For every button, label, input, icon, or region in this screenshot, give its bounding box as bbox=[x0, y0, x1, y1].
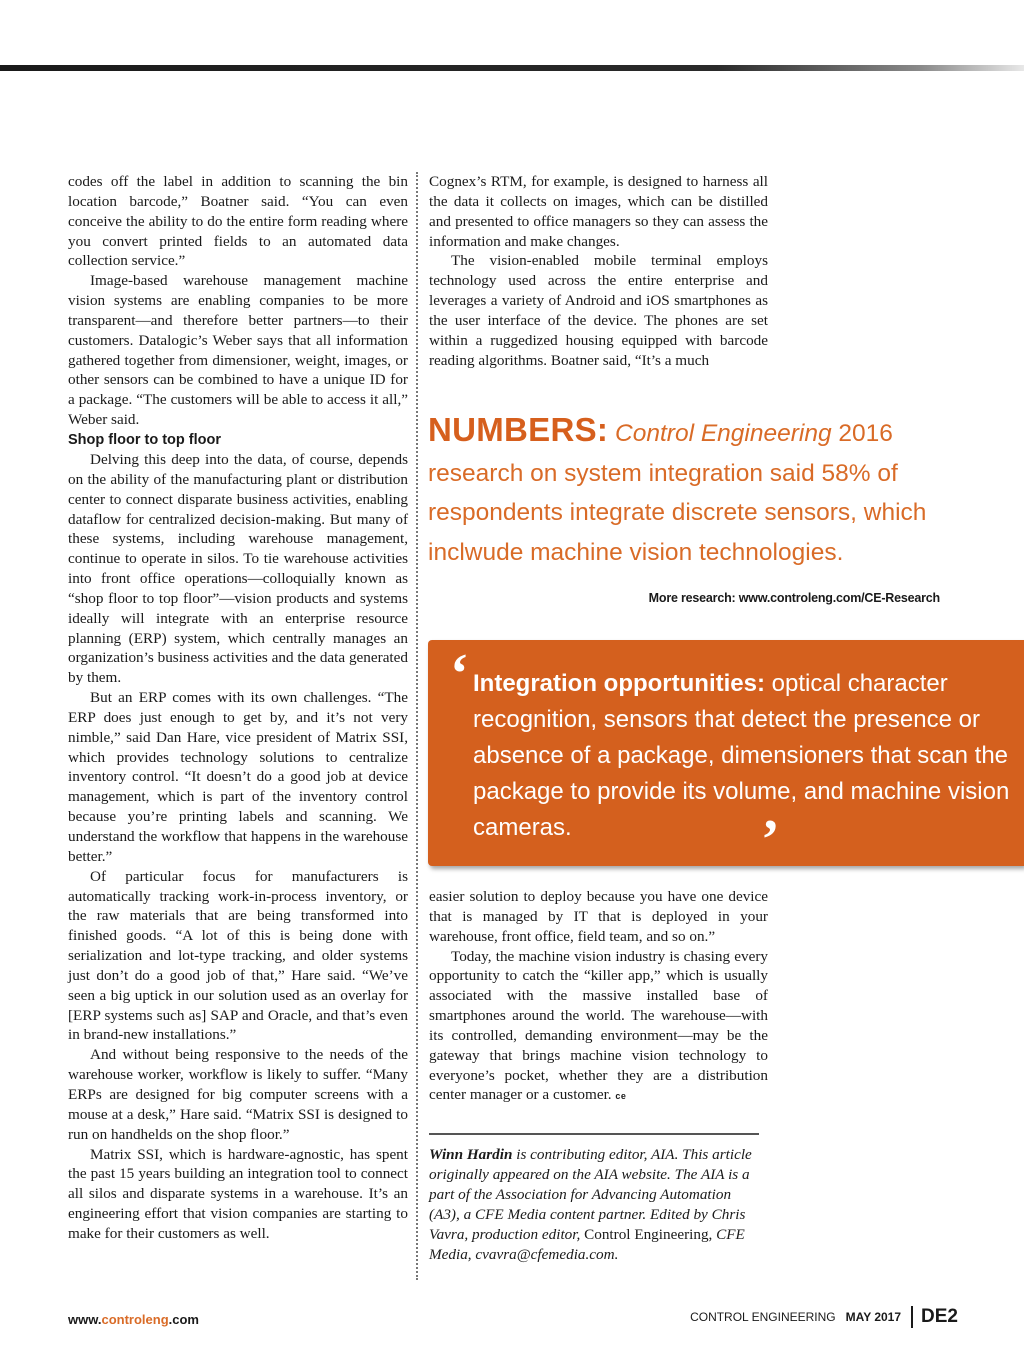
paragraph: Cognex’s RTM, for example, is designed to harness all the data it collects on images, which can be distilled and presented to office managers so they can assess the information and make changes. bbox=[429, 173, 768, 250]
close-quote-icon: ’ bbox=[761, 809, 780, 871]
author-bio bbox=[429, 1145, 764, 1265]
column-divider bbox=[416, 172, 418, 1280]
paragraph: And without being responsive to the needs of the warehouse worker, workflow is likely to suffer. “Many ERPs are designed for big computer screens with a mouse at a desk,” Hare said. “Matrix SSI is designed to run on handhelds on the shop floor.” bbox=[68, 1046, 408, 1143]
footer-url-prefix: www. bbox=[68, 1312, 102, 1327]
footer-url[interactable] bbox=[68, 1312, 199, 1327]
footer-divider bbox=[911, 1306, 913, 1328]
paragraph: But an ERP comes with its own challenges. “The ERP does just enough to get by, and it’s not very nimble,” said Dan Hare, vice president of Matrix SSI, which provides technology solutions to centralize inventory control. “It doesn’t do a good job at device management, which is part of the inventory control because you’re printing labels and scanning. We understand the workflow that happens in the warehouse better.” bbox=[68, 689, 408, 865]
paragraph: codes off the label in addition to scanning the bin location barcode,” Boatner said. “You can even conceive the ability to do the entire form reading where you convert printed fields to an automated data collection service.” bbox=[68, 173, 408, 270]
numbers-label: NUMBERS: bbox=[428, 411, 609, 448]
paragraph: easier solution to deploy because you have one device that is managed by IT that is deployed in your warehouse, front office, field team, and so on.” bbox=[429, 888, 768, 945]
bio-text: is contributing editor, AIA. This article originally appeared on the AIA website. The AIA is a part of the Association for Advancing Automation (A3), a CFE Media content partner. Edited by Chris Vavra, production editor, bbox=[429, 1146, 752, 1243]
numbers-callout bbox=[428, 410, 988, 572]
top-rule bbox=[0, 65, 1024, 71]
more-research-link[interactable]: More research: www.controleng.com/CE-Research bbox=[648, 591, 940, 605]
paragraph: Delving this deep into the data, of course, depends on the ability of the manufacturing plant or distribution center to connect disparate business activities, enabling dataflow for centralized decision-making. But many of these systems, including warehouse management, continue to operate in silos. To tie warehouse activities into front office operations—colloquially known as “shop floor to top floor”—vision products and systems ideally will integrate with an enterprise resource planning (ERP) system, which centrally manages an organization’s business activities and the data generated by them. bbox=[68, 450, 408, 687]
open-quote-icon: ‘ bbox=[450, 643, 469, 705]
numbers-text: 2016 research on system integration said 58% of respondents integrate discrete sensors, which inclwude machine vision technologies. bbox=[428, 420, 927, 566]
article-column-right-top bbox=[429, 172, 768, 370]
footer-url-suffix: .com bbox=[168, 1312, 199, 1327]
paragraph-text: Today, the machine vision industry is chasing every opportunity to catch the “killer app,” which is usually associated with the massive installed base of smartphones around the world. The warehouse—with its controlled, demanding environment—may be the gateway that brings machine vision technology to everyone’s pocket, whether they are a distribution center manager or a customer. bbox=[429, 947, 768, 1104]
paragraph bbox=[429, 947, 768, 1108]
paragraph: Image-based warehouse management machine vision systems are enabling companies to be more transparent—and therefore better partners—to their customers. Datalogic’s Weber says that all information gathered together from dimensioner, weight, images, or other sensors can be combined to have a unique ID for a package. “The customers will be able to access it all,” Weber said. bbox=[68, 272, 408, 429]
footer-month: MAY 2017 bbox=[845, 1310, 902, 1324]
numbers-publication: Control Engineering bbox=[615, 420, 832, 447]
article-column-right-bottom bbox=[429, 887, 768, 1107]
footer-magazine: CONTROL ENGINEERING bbox=[690, 1310, 836, 1324]
pull-quote-text bbox=[473, 666, 1013, 846]
page-number: DE2 bbox=[921, 1306, 958, 1327]
footer-folio bbox=[690, 1306, 958, 1328]
paragraph: The vision-enabled mobile terminal employs technology used across the entire enterprise and leverages a variety of Android and iOS smartphones as the user interface of the device. The phones are set within a ruggedized housing equipped with barcode reading algorithms. Boatner said, “It’s a much bbox=[429, 252, 768, 369]
article-column-left bbox=[68, 172, 408, 1244]
pull-quote-body: optical character recognition, sensors that detect the presence or absence of a package, dimensioners that scan the package to provide its volume, and machine vision cameras. bbox=[473, 670, 1010, 841]
section-subhead: Shop floor to top floor bbox=[68, 431, 222, 448]
pull-quote-lead: Integration opportunities: bbox=[473, 670, 765, 697]
bio-publication: Control Engineering, bbox=[584, 1226, 713, 1243]
paragraph: Matrix SSI, which is hardware-agnostic, has spent the past 15 years building an integration tool to connect all silos and disparate systems in a warehouse. It’s an engineering effort that vision companies are starting to make for their customers as well. bbox=[68, 1145, 408, 1242]
bio-rule bbox=[429, 1133, 759, 1135]
paragraph: Of particular focus for manufacturers is automatically tracking work-in-process inventory, or the raw materials that are being transformed into finished goods. “A lot of this is being done with serialization and lot-type tracking, and older systems just don’t do a good job of that,” Hare said. “We’ve seen a big uptick in our solution used as an overlay for [ERP systems such as] SAP and Oracle, and that’s even in brand-new installations.” bbox=[68, 867, 408, 1044]
author-name: Winn Hardin bbox=[429, 1146, 513, 1163]
end-mark: ce bbox=[615, 1091, 627, 1102]
bio-text-end: CFE Media, cvavra@cfemedia.com. bbox=[429, 1226, 745, 1263]
pull-quote-box bbox=[428, 640, 1024, 871]
footer-url-brand: controleng bbox=[101, 1312, 169, 1327]
